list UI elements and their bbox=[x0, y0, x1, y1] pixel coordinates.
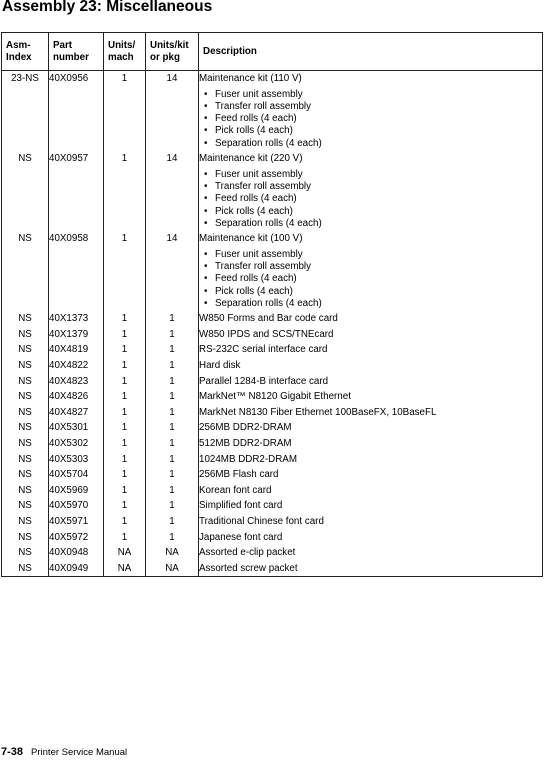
cell-part-number-text: 40X0948 bbox=[49, 547, 89, 559]
cell-description bbox=[199, 151, 543, 231]
cell-part-number-text: 40X1373 bbox=[49, 313, 89, 325]
cell-units-mach bbox=[104, 311, 146, 327]
cell-part-number bbox=[49, 358, 104, 374]
cell-units-mach-text: 1 bbox=[121, 313, 128, 325]
kit-contents-list bbox=[199, 167, 542, 231]
cell-part-number bbox=[49, 561, 104, 577]
kit-content-text: Separation rolls (4 each) bbox=[215, 137, 322, 149]
cell-description bbox=[199, 71, 543, 152]
cell-description bbox=[199, 231, 543, 311]
cell-description-text: 1024MB DDR2-DRAM bbox=[199, 453, 297, 465]
page-footer bbox=[1, 746, 127, 758]
cell-asm-index bbox=[2, 545, 49, 561]
kit-content-text: Transfer roll assembly bbox=[215, 180, 311, 192]
kit-content-text: Feed rolls (4 each) bbox=[215, 113, 297, 125]
cell-units-mach-text: 1 bbox=[121, 153, 128, 165]
cell-description bbox=[199, 545, 543, 561]
kit-content-item bbox=[199, 193, 542, 205]
kit-content-item bbox=[199, 101, 542, 113]
table-row-kit bbox=[2, 231, 543, 311]
page-title: Assembly 23: Miscellaneous bbox=[2, 0, 213, 15]
cell-asm-index-text: NS bbox=[18, 233, 32, 245]
cell-units-mach-text: NA bbox=[117, 547, 132, 559]
cell-asm-index-text: NS bbox=[18, 500, 32, 512]
bullet-icon: • bbox=[204, 217, 208, 229]
cell-description-text: Assorted e-clip packet bbox=[199, 547, 296, 559]
cell-units-kit-text: 14 bbox=[166, 153, 178, 165]
cell-units-mach bbox=[104, 467, 146, 483]
cell-part-number bbox=[49, 151, 104, 231]
cell-description bbox=[199, 405, 543, 421]
kit-content-text: Fuser unit assembly bbox=[215, 168, 303, 180]
header-description: Description bbox=[199, 33, 543, 71]
cell-part-number-text: 40X5972 bbox=[49, 531, 89, 543]
kit-contents-list bbox=[199, 87, 542, 151]
cell-units-mach bbox=[104, 452, 146, 468]
cell-part-number-text: 40X1379 bbox=[49, 328, 89, 340]
kit-content-item bbox=[199, 261, 542, 273]
cell-units-mach bbox=[104, 514, 146, 530]
cell-asm-index bbox=[2, 342, 49, 358]
table-row bbox=[2, 327, 543, 343]
cell-asm-index-text: NS bbox=[18, 406, 32, 418]
cell-description bbox=[199, 374, 543, 390]
table-row bbox=[2, 342, 543, 358]
cell-units-mach bbox=[104, 231, 146, 311]
kit-content-text: Pick rolls (4 each) bbox=[215, 285, 293, 297]
table-row-kit bbox=[2, 71, 543, 152]
cell-asm-index-text: NS bbox=[18, 391, 32, 403]
cell-description bbox=[199, 358, 543, 374]
cell-description bbox=[199, 342, 543, 358]
bullet-icon: • bbox=[204, 285, 208, 297]
kit-content-item bbox=[199, 169, 542, 181]
cell-description bbox=[199, 514, 543, 530]
bullet-icon: • bbox=[204, 273, 208, 285]
cell-units-kit bbox=[146, 514, 199, 530]
bullet-icon: • bbox=[204, 88, 208, 100]
cell-units-mach-text: 1 bbox=[121, 469, 128, 481]
cell-asm-index-text: NS bbox=[18, 375, 32, 387]
kit-content-item bbox=[199, 125, 542, 137]
table-row bbox=[2, 483, 543, 499]
cell-description-text: Simplified font card bbox=[199, 500, 283, 512]
cell-part-number bbox=[49, 514, 104, 530]
cell-description-text: Japanese font card bbox=[199, 531, 283, 543]
cell-description bbox=[199, 389, 543, 405]
cell-asm-index-text: 23-NS bbox=[11, 73, 39, 84]
cell-asm-index bbox=[2, 71, 49, 152]
bullet-icon: • bbox=[204, 193, 208, 205]
table-row bbox=[2, 467, 543, 483]
cell-part-number bbox=[49, 374, 104, 390]
kit-content-text: Feed rolls (4 each) bbox=[215, 193, 297, 205]
cell-units-kit-text: 1 bbox=[169, 515, 175, 527]
cell-part-number bbox=[49, 452, 104, 468]
cell-asm-index-text: NS bbox=[18, 515, 32, 527]
kit-content-text: Transfer roll assembly bbox=[215, 261, 311, 273]
cell-units-kit-text: 1 bbox=[169, 531, 175, 543]
kit-content-item bbox=[199, 298, 542, 310]
kit-content-item bbox=[199, 273, 542, 285]
cell-units-kit bbox=[146, 436, 199, 452]
cell-units-kit-text: 14 bbox=[166, 73, 178, 84]
kit-content-text: Pick rolls (4 each) bbox=[215, 125, 293, 137]
cell-asm-index bbox=[2, 514, 49, 530]
cell-description-text: Traditional Chinese font card bbox=[199, 515, 324, 527]
cell-units-kit bbox=[146, 498, 199, 514]
cell-part-number bbox=[49, 436, 104, 452]
cell-units-kit-text: 1 bbox=[169, 391, 175, 403]
cell-asm-index-text: NS bbox=[18, 360, 32, 372]
cell-part-number-text: 40X5969 bbox=[49, 484, 89, 496]
cell-part-number-text: 40X5971 bbox=[49, 515, 89, 527]
cell-description-text: Korean font card bbox=[199, 484, 272, 496]
cell-part-number bbox=[49, 311, 104, 327]
cell-asm-index-text: NS bbox=[18, 313, 32, 325]
cell-part-number bbox=[49, 530, 104, 546]
cell-asm-index-text: NS bbox=[18, 562, 32, 574]
parts-table bbox=[1, 32, 543, 577]
kit-content-item bbox=[199, 113, 542, 125]
table-row bbox=[2, 561, 543, 577]
cell-units-mach bbox=[104, 405, 146, 421]
cell-units-kit bbox=[146, 71, 199, 152]
kit-content-text: Separation rolls (4 each) bbox=[215, 297, 322, 309]
cell-part-number-text: 40X4822 bbox=[49, 360, 89, 372]
cell-units-mach-text: 1 bbox=[121, 233, 128, 245]
bullet-icon: • bbox=[204, 297, 208, 309]
cell-units-mach-text: 1 bbox=[121, 422, 128, 434]
cell-part-number bbox=[49, 483, 104, 499]
cell-asm-index-text: NS bbox=[18, 422, 32, 434]
cell-units-mach-text: 1 bbox=[121, 437, 128, 449]
cell-description-text: W850 Forms and Bar code card bbox=[199, 313, 338, 325]
kit-contents-list bbox=[199, 247, 542, 311]
table-row bbox=[2, 389, 543, 405]
cell-asm-index bbox=[2, 389, 49, 405]
kit-content-text: Transfer roll assembly bbox=[215, 100, 311, 112]
cell-asm-index-text: NS bbox=[18, 328, 32, 340]
kit-content-text: Separation rolls (4 each) bbox=[215, 217, 322, 229]
cell-units-mach bbox=[104, 374, 146, 390]
cell-units-kit-text: 1 bbox=[169, 328, 175, 340]
cell-description bbox=[199, 452, 543, 468]
table-row bbox=[2, 498, 543, 514]
cell-description bbox=[199, 436, 543, 452]
cell-units-mach-text: 1 bbox=[121, 406, 128, 418]
cell-asm-index bbox=[2, 530, 49, 546]
cell-part-number bbox=[49, 420, 104, 436]
cell-asm-index-text: NS bbox=[18, 344, 32, 356]
cell-asm-index bbox=[2, 420, 49, 436]
cell-units-kit-text: 14 bbox=[166, 233, 178, 245]
cell-description-text: 256MB Flash card bbox=[199, 469, 279, 481]
cell-units-kit-text: 1 bbox=[169, 500, 175, 512]
cell-units-mach-text: 1 bbox=[121, 328, 128, 340]
cell-units-mach-text: 1 bbox=[121, 375, 128, 387]
table-row bbox=[2, 311, 543, 327]
cell-units-mach bbox=[104, 545, 146, 561]
cell-part-number bbox=[49, 498, 104, 514]
table-row bbox=[2, 358, 543, 374]
table-row bbox=[2, 420, 543, 436]
cell-asm-index-text: NS bbox=[18, 547, 32, 559]
kit-content-item bbox=[199, 218, 542, 230]
cell-part-number-text: 40X0957 bbox=[49, 153, 89, 165]
cell-description bbox=[199, 498, 543, 514]
cell-asm-index-text: NS bbox=[18, 469, 32, 481]
cell-units-mach-text: 1 bbox=[121, 500, 128, 512]
cell-units-mach bbox=[104, 561, 146, 577]
cell-units-kit bbox=[146, 389, 199, 405]
bullet-icon: • bbox=[204, 100, 208, 112]
cell-description bbox=[199, 467, 543, 483]
cell-asm-index-text: NS bbox=[18, 484, 32, 496]
bullet-icon: • bbox=[204, 137, 208, 149]
cell-units-kit-text: NA bbox=[165, 547, 179, 559]
cell-part-number-text: 40X4823 bbox=[49, 375, 89, 387]
cell-units-kit bbox=[146, 545, 199, 561]
cell-part-number-text: 40X4826 bbox=[49, 391, 89, 403]
cell-units-kit-text: 1 bbox=[169, 406, 175, 418]
cell-asm-index bbox=[2, 498, 49, 514]
cell-units-mach bbox=[104, 389, 146, 405]
cell-units-mach bbox=[104, 483, 146, 499]
cell-units-kit-text: 1 bbox=[169, 344, 175, 356]
cell-asm-index-text: NS bbox=[18, 153, 32, 165]
cell-units-kit bbox=[146, 420, 199, 436]
cell-description bbox=[199, 327, 543, 343]
cell-asm-index bbox=[2, 358, 49, 374]
cell-part-number-text: 40X4819 bbox=[49, 344, 89, 356]
cell-part-number-text: 40X0949 bbox=[49, 562, 89, 574]
cell-part-number bbox=[49, 405, 104, 421]
header-asm-index: Asm- Index bbox=[2, 33, 49, 71]
kit-content-text: Pick rolls (4 each) bbox=[215, 205, 293, 217]
cell-description bbox=[199, 530, 543, 546]
cell-asm-index bbox=[2, 151, 49, 231]
bullet-icon: • bbox=[204, 168, 208, 180]
kit-content-item bbox=[199, 249, 542, 261]
cell-units-kit-text: 1 bbox=[169, 453, 175, 465]
kit-content-item bbox=[199, 181, 542, 193]
cell-units-mach-text: 1 bbox=[121, 453, 128, 465]
kit-content-item bbox=[199, 89, 542, 101]
cell-asm-index bbox=[2, 483, 49, 499]
cell-asm-index bbox=[2, 311, 49, 327]
cell-units-kit bbox=[146, 358, 199, 374]
cell-units-kit bbox=[146, 374, 199, 390]
cell-asm-index bbox=[2, 452, 49, 468]
kit-content-text: Fuser unit assembly bbox=[215, 248, 303, 260]
cell-description-text: MarkNet N8130 Fiber Ethernet 100BaseFX, 10BaseFL bbox=[199, 406, 437, 418]
cell-units-kit bbox=[146, 151, 199, 231]
table-row bbox=[2, 530, 543, 546]
cell-units-kit bbox=[146, 327, 199, 343]
cell-units-mach bbox=[104, 327, 146, 343]
cell-description bbox=[199, 420, 543, 436]
cell-units-mach bbox=[104, 436, 146, 452]
bullet-icon: • bbox=[204, 205, 208, 217]
cell-description-text: 256MB DDR2-DRAM bbox=[199, 422, 292, 434]
cell-units-mach bbox=[104, 420, 146, 436]
cell-units-mach-text: 1 bbox=[121, 344, 128, 356]
cell-description-text: 512MB DDR2-DRAM bbox=[199, 437, 292, 449]
cell-part-number bbox=[49, 545, 104, 561]
cell-units-mach-text: 1 bbox=[121, 360, 128, 372]
bullet-icon: • bbox=[204, 113, 208, 125]
cell-units-kit bbox=[146, 311, 199, 327]
table-row bbox=[2, 436, 543, 452]
cell-asm-index bbox=[2, 561, 49, 577]
cell-units-kit-text: 1 bbox=[169, 484, 175, 496]
cell-asm-index-text: NS bbox=[18, 437, 32, 449]
cell-description-text: Maintenance kit (100 V) bbox=[199, 233, 303, 245]
table-row bbox=[2, 514, 543, 530]
cell-part-number-text: 40X0956 bbox=[49, 73, 89, 84]
cell-units-kit-text: 1 bbox=[169, 360, 175, 372]
cell-units-kit-text: 1 bbox=[169, 437, 175, 449]
manual-title: Printer Service Manual bbox=[31, 747, 128, 758]
cell-description-text: Assorted screw packet bbox=[199, 562, 298, 574]
cell-part-number bbox=[49, 327, 104, 343]
cell-units-kit bbox=[146, 483, 199, 499]
cell-units-mach-text: 1 bbox=[121, 484, 128, 496]
header-part-number: Part number bbox=[49, 33, 104, 71]
cell-description-text: Parallel 1284-B interface card bbox=[199, 375, 329, 387]
cell-part-number bbox=[49, 389, 104, 405]
cell-part-number-text: 40X5301 bbox=[49, 422, 89, 434]
cell-part-number-text: 40X5303 bbox=[49, 453, 89, 465]
cell-description-text: Hard disk bbox=[199, 360, 241, 372]
bullet-icon: • bbox=[204, 180, 208, 192]
cell-units-kit bbox=[146, 342, 199, 358]
cell-part-number-text: 40X5970 bbox=[49, 500, 89, 512]
cell-units-kit-text: 1 bbox=[169, 313, 175, 325]
cell-asm-index-text: NS bbox=[18, 531, 32, 543]
table-row-kit bbox=[2, 151, 543, 231]
table-row bbox=[2, 545, 543, 561]
cell-units-mach-text: 1 bbox=[121, 531, 128, 543]
cell-units-mach bbox=[104, 71, 146, 152]
cell-part-number-text: 40X5302 bbox=[49, 437, 89, 449]
table-row bbox=[2, 452, 543, 468]
bullet-icon: • bbox=[204, 248, 208, 260]
cell-units-kit-text: NA bbox=[165, 562, 179, 574]
cell-units-kit bbox=[146, 467, 199, 483]
cell-asm-index bbox=[2, 436, 49, 452]
cell-part-number-text: 40X0958 bbox=[49, 233, 89, 245]
cell-units-mach-text: 1 bbox=[121, 515, 128, 527]
cell-units-kit bbox=[146, 231, 199, 311]
cell-description-text: Maintenance kit (220 V) bbox=[199, 153, 303, 165]
cell-units-mach bbox=[104, 358, 146, 374]
cell-description-text: W850 IPDS and SCS/TNEcard bbox=[199, 328, 334, 340]
cell-asm-index bbox=[2, 374, 49, 390]
kit-content-item bbox=[199, 286, 542, 298]
cell-description bbox=[199, 483, 543, 499]
bullet-icon: • bbox=[204, 261, 208, 273]
cell-description bbox=[199, 311, 543, 327]
cell-part-number bbox=[49, 342, 104, 358]
cell-units-mach-text: 1 bbox=[121, 391, 128, 403]
kit-content-text: Fuser unit assembly bbox=[215, 88, 303, 100]
kit-content-item bbox=[199, 138, 542, 150]
page-number: 7-38 bbox=[1, 746, 24, 758]
kit-content-item bbox=[199, 206, 542, 218]
cell-units-kit-text: 1 bbox=[169, 375, 175, 387]
cell-part-number bbox=[49, 467, 104, 483]
cell-asm-index bbox=[2, 467, 49, 483]
header-units-mach: Units/ mach bbox=[104, 33, 146, 71]
cell-asm-index bbox=[2, 405, 49, 421]
cell-units-kit-text: 1 bbox=[169, 469, 175, 481]
cell-asm-index-text: NS bbox=[18, 453, 32, 465]
cell-part-number-text: 40X4827 bbox=[49, 406, 89, 418]
cell-units-kit bbox=[146, 452, 199, 468]
cell-part-number-text: 40X5704 bbox=[49, 469, 89, 481]
cell-asm-index bbox=[2, 327, 49, 343]
table-row bbox=[2, 374, 543, 390]
cell-description bbox=[199, 561, 543, 577]
cell-units-kit bbox=[146, 561, 199, 577]
cell-units-kit bbox=[146, 530, 199, 546]
cell-description-text: MarkNet™ N8120 Gigabit Ethernet bbox=[199, 391, 351, 403]
cell-asm-index bbox=[2, 231, 49, 311]
cell-units-kit-text: 1 bbox=[169, 422, 175, 434]
cell-units-mach bbox=[104, 530, 146, 546]
kit-content-text: Feed rolls (4 each) bbox=[215, 273, 297, 285]
table-header-row bbox=[2, 33, 543, 71]
cell-units-mach bbox=[104, 342, 146, 358]
cell-units-mach bbox=[104, 151, 146, 231]
cell-units-mach-text: NA bbox=[117, 562, 132, 574]
cell-description-text: Maintenance kit (110 V) bbox=[199, 73, 302, 84]
cell-part-number bbox=[49, 71, 104, 152]
bullet-icon: • bbox=[204, 125, 208, 137]
cell-part-number bbox=[49, 231, 104, 311]
cell-description-text: RS-232C serial interface card bbox=[199, 344, 328, 356]
cell-units-kit bbox=[146, 405, 199, 421]
table-row bbox=[2, 405, 543, 421]
cell-units-mach-text: 1 bbox=[121, 73, 128, 84]
cell-units-mach bbox=[104, 498, 146, 514]
header-units-kit: Units/kit or pkg bbox=[146, 33, 199, 71]
